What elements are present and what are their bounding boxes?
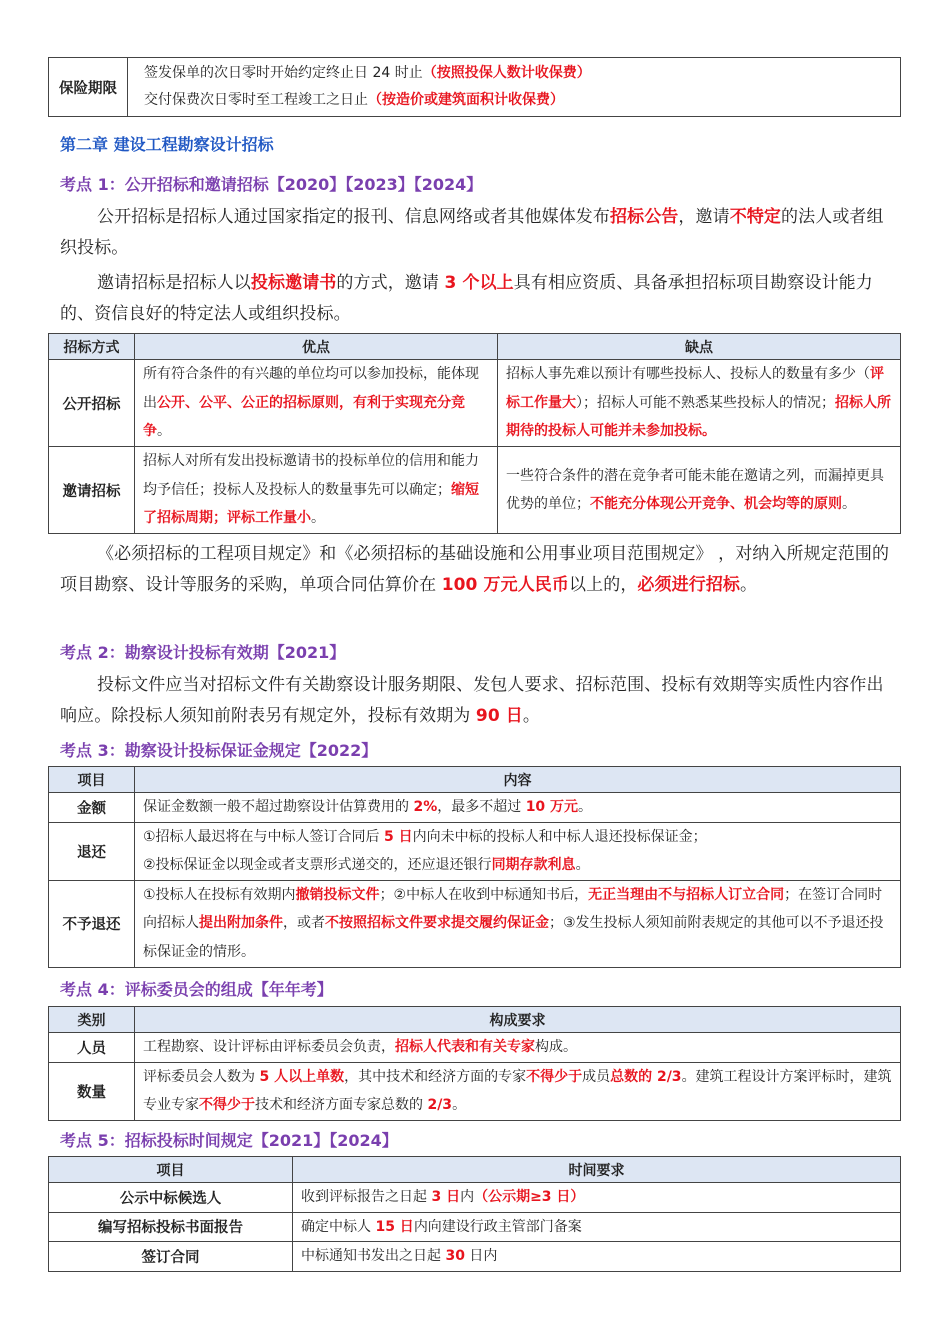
table-row: [49, 1183, 901, 1213]
row-label-no-refund: 不予退还: [49, 880, 135, 967]
col-header-disadvantages: 缺点: [498, 334, 901, 360]
col-header-advantages: 优点: [135, 334, 498, 360]
kp4-title: 考点 4：评标委员会的组成【年年考】: [60, 980, 333, 999]
table-row: [49, 1242, 901, 1272]
publicity-content: 收到评标报告之日起 3 日内（公示期≥3 日）: [293, 1183, 901, 1213]
col-header-time: 时间要求: [293, 1157, 901, 1183]
open-advantages: 所有符合条件的有兴趣的单位均可以参加投标，能体现出公开、公平、公正的招标原则，有利于实现充分竞争。: [135, 360, 498, 447]
row-label-contract: 签订合同: [49, 1242, 293, 1272]
personnel-content: 工程勘察、设计评标由评标委员会负责，招标人代表和有关专家构成。: [135, 1033, 901, 1063]
col-header-category: 类别: [49, 1007, 135, 1033]
open-disadvantages: 招标人事先难以预计有哪些投标人、投标人的数量有多少（评标工作量大）；招标人可能不熟悉某些投标人的情况；招标人所期待的投标人可能并未参加投标。: [498, 360, 901, 447]
report-content: 确定中标人 15 日内向建设行政主管部门备案: [293, 1212, 901, 1242]
invite-disadvantages: 一些符合条件的潜在竞争者可能未能在邀请之列，而漏掉更具优势的单位；不能充分体现公开竞争、机会均等的原则。: [498, 447, 901, 534]
table-row: [49, 1212, 901, 1242]
insurance-line-1: 签发保单的次日零时开始约定终止日 24 时止（按照投保人数计收保费）: [144, 65, 591, 81]
number-content: 评标委员会人数为 5 人以上单数，其中技术和经济方面的专家不得少于成员总数的 2/3。建筑工程设计方案评标时，建筑专业专家不得少于技术和经济方面专家总数的 2/3。: [135, 1062, 901, 1120]
contract-content: 中标通知书发出之日起 30 日内: [293, 1242, 901, 1272]
kp1-paragraph-3: 《必须招标的工程项目规定》和《必须招标的基础设施和公用事业项目范围规定》 ，对纳入所规定范围的项目勘察、设计等服务的采购，单项合同估算价在 100 万元人民币以上的，必须进行招标。: [60, 544, 890, 595]
row-label-report: 编写招标投标书面报告: [49, 1212, 293, 1242]
table-row: [49, 793, 901, 823]
table-row: [49, 880, 901, 967]
insurance-period-table: [48, 57, 901, 117]
col-header-content: 内容: [135, 767, 901, 793]
invite-advantages: 招标人对所有发出投标邀请书的投标单位的信用和能力均予信任；投标人及投标人的数量事先可以确定；缩短了招标周期；评标工作量小。: [135, 447, 498, 534]
table-row: [49, 1033, 901, 1063]
kp5-title: 考点 5：招标投标时间规定【2021】【2024】: [60, 1131, 398, 1150]
kp2-title: 考点 2：勘察设计投标有效期【2021】: [60, 643, 346, 662]
table-row: [49, 360, 901, 447]
row-label-amount: 金额: [49, 793, 135, 823]
row-label-refund: 退还: [49, 822, 135, 880]
col-header-item: 项目: [49, 767, 135, 793]
bidding-method-table: [48, 333, 901, 534]
committee-table: [48, 1006, 901, 1121]
table-row: [49, 822, 901, 880]
table-row: [49, 447, 901, 534]
col-header-item: 项目: [49, 1157, 293, 1183]
col-header-requirements: 构成要求: [135, 1007, 901, 1033]
no-refund-content: ①投标人在投标有效期内撤销投标文件；②中标人在收到中标通知书后，无正当理由不与招标人订立合同；在签订合同时向招标人提出附加条件，或者不按照招标文件要求提交履约保证金；③发生投标人须知前附表规定的其他可以不予退还投标保证金的情形。: [135, 880, 901, 967]
refund-content: ①招标人最迟将在与中标人签订合同后 5 日内向未中标的投标人和中标人退还投标保证金； ②投标保证金以现金或者支票形式递交的，还应退还银行同期存款利息。: [135, 822, 901, 880]
col-header-method: 招标方式: [49, 334, 135, 360]
kp3-title: 考点 3：勘察设计投标保证金规定【2022】: [60, 741, 378, 760]
amount-content: 保证金数额一般不超过勘察设计估算费用的 2%，最多不超过 10 万元。: [135, 793, 901, 823]
kp2-paragraph: 投标文件应当对招标文件有关勘察设计服务期限、发包人要求、招标范围、投标有效期等实质性内容作出响应。除投标人须知前附表另有规定外，投标有效期为 90 日。: [60, 675, 884, 726]
row-label-open: 公开招标: [49, 360, 135, 447]
insurance-period-content: [128, 58, 901, 117]
table-row: [49, 1062, 901, 1120]
row-label-invite: 邀请招标: [49, 447, 135, 534]
kp1-paragraph-1: 公开招标是招标人通过国家指定的报刊、信息网络或者其他媒体发布招标公告，邀请不特定的法人或者组织投标。: [60, 207, 884, 258]
row-label-personnel: 人员: [49, 1033, 135, 1063]
kp1-paragraph-2: 邀请招标是招标人以投标邀请书的方式，邀请 3 个以上具有相应资质、具备承担招标项目勘察设计能力的、资信良好的特定法人或组织投标。: [60, 273, 873, 324]
chapter-title: 第二章 建设工程勘察设计招标: [60, 135, 274, 154]
row-label-publicity: 公示中标候选人: [49, 1183, 293, 1213]
time-requirements-table: [48, 1156, 901, 1272]
bid-bond-table: [48, 766, 901, 968]
row-label-number: 数量: [49, 1062, 135, 1120]
insurance-line-2: 交付保费次日零时至工程竣工之日止（按造价或建筑面积计收保费）: [144, 92, 564, 108]
kp1-title: 考点 1：公开招标和邀请招标【2020】【2023】【2024】: [60, 175, 483, 194]
insurance-period-label: 保险期限: [49, 58, 128, 117]
